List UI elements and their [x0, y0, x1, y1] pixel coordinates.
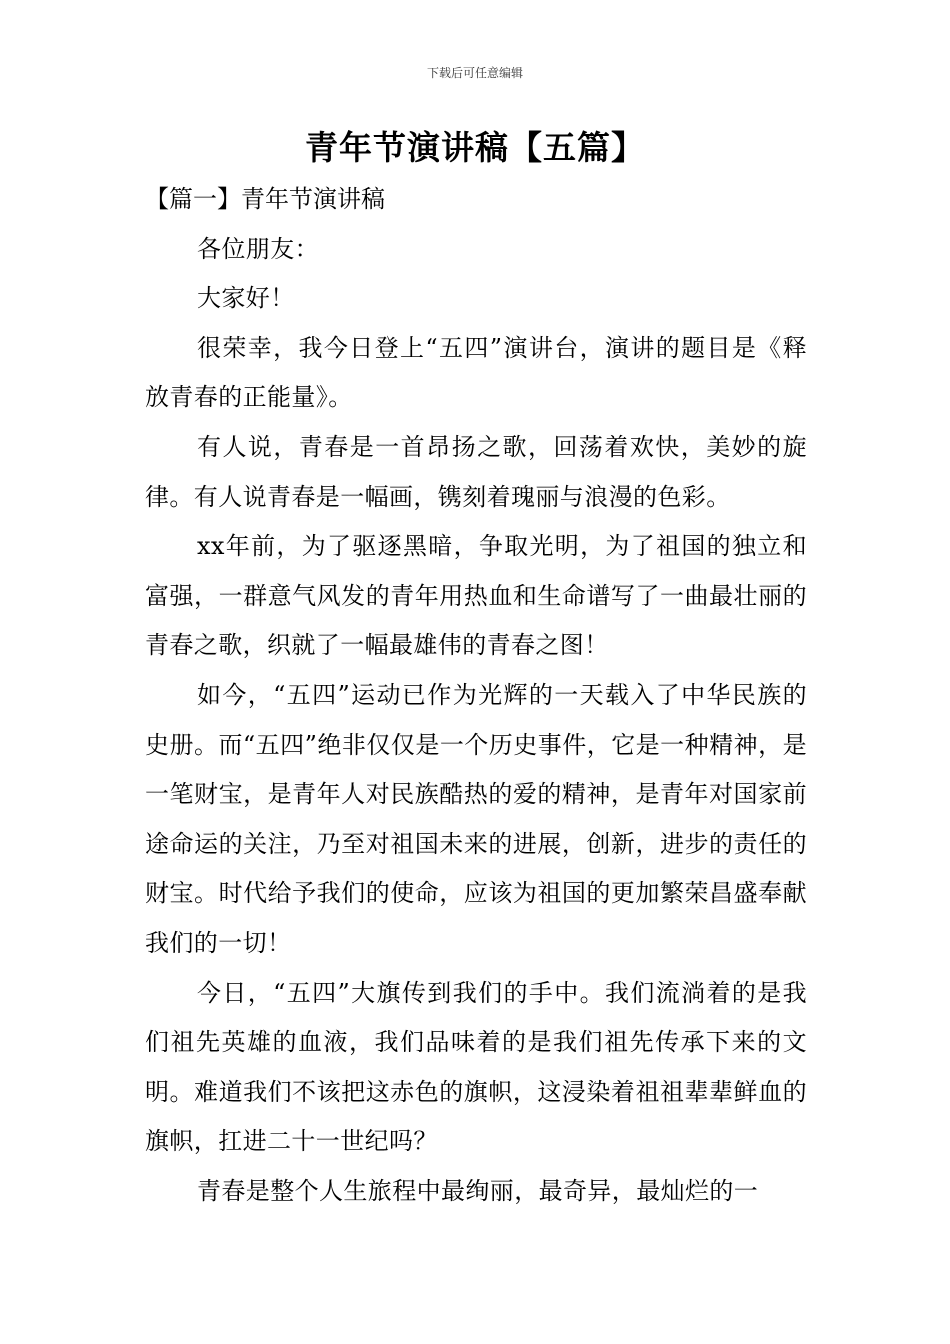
paragraph: 今日，“五四”大旗传到我们的手中。我们流淌着的是我们祖先英雄的血液，我们品味着的是我们祖先传承下来的文明。难道我们不该把这赤色的旗帜，这浸染着祖祖辈辈鲜血的旗帜，扛进二十一世纪吗？: [145, 978, 807, 1156]
paragraph: 各位朋友：: [197, 234, 319, 263]
document-title: 青年节演讲稿【五篇】: [305, 128, 645, 167]
paragraph: 大家好！: [197, 284, 295, 313]
paragraph: 有人说，青春是一首昂扬之歌，回荡着欢快，美妙的旋律。有人说青春是一幅画，镌刻着瑰丽与浪漫的色彩。: [145, 432, 807, 511]
paragraph: 如今，“五四”运动已作为光辉的一天载入了中华民族的史册。而“五四”绝非仅仅是一个历史事件，它是一种精神，是一笔财宝，是青年人对民族酷热的爱的精神，是青年对国家前途命运的关注，乃至对祖国未来的进展，创新，进步的责任的财宝。时代给予我们的使命，应该为祖国的更加繁荣昌盛奉献我们的一切！: [145, 680, 807, 957]
header-note: 下载后可任意编辑: [426, 66, 523, 80]
paragraph: xx年前，为了驱逐黑暗，争取光明，为了祖国的独立和富强，一群意气风发的青年用热血和生命谱写了一曲最壮丽的青春之歌，织就了一幅最雄伟的青春之图！: [145, 532, 807, 660]
paragraph: 很荣幸，我今日登上“五四”演讲台，演讲的题目是《释放青春的正能量》。: [145, 333, 807, 412]
section-heading: 【篇一】青年节演讲稿: [145, 185, 385, 213]
document-body: [145, 175, 807, 1216]
paragraph: 青春是整个人生旅程中最绚丽，最奇异，最灿烂的一: [197, 1176, 759, 1205]
